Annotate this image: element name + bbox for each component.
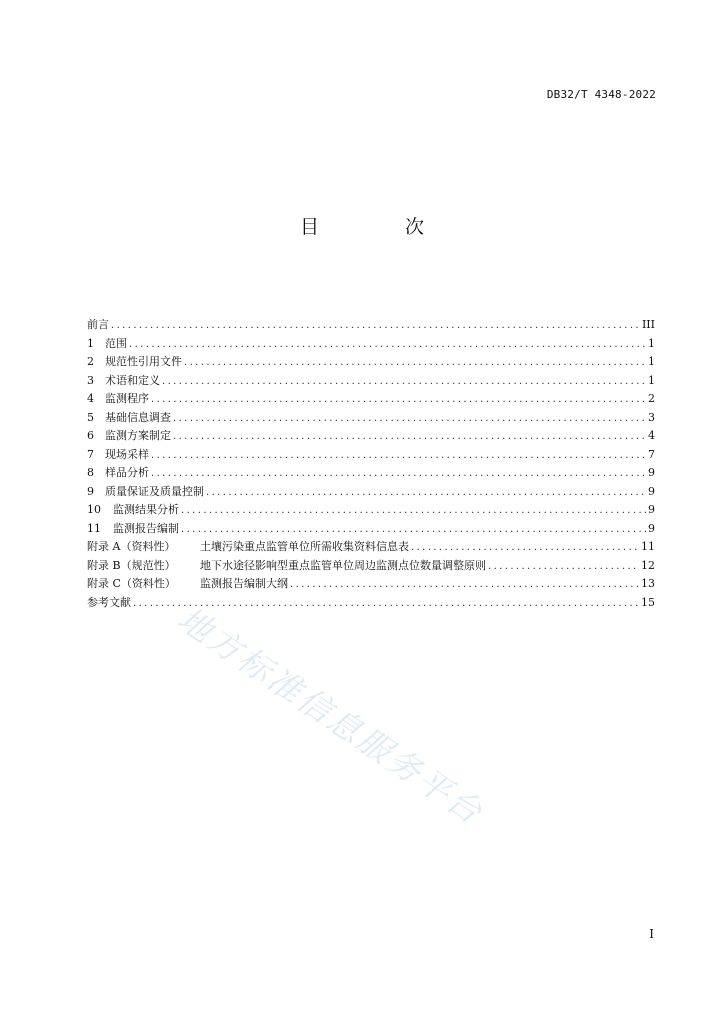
toc-entry-label: 基础信息调查 [105, 410, 171, 424]
table-of-contents [87, 316, 655, 612]
toc-entry-page: III [641, 318, 655, 331]
toc-entry-page: 7 [648, 447, 655, 461]
watermark: 地方标准信息服务平台 [170, 598, 492, 833]
toc-entry-number: 8 [87, 466, 94, 479]
toc-entry-8[interactable] [87, 464, 655, 483]
toc-entry-number: 3 [87, 373, 94, 387]
toc-entry-label: 质量保证及质量控制 [105, 484, 204, 498]
toc-entry-label: 现场采样 [105, 447, 149, 461]
toc-entry-label: 前言 [87, 318, 109, 331]
toc-entry-page: 11 [641, 540, 655, 553]
toc-entry-foreword[interactable] [87, 316, 655, 335]
toc-entry-10[interactable] [87, 501, 655, 520]
toc-entry-appendix-a[interactable] [87, 538, 655, 557]
toc-entry-label: 术语和定义 [105, 373, 160, 387]
toc-entry-label: 样品分析 [105, 466, 149, 479]
toc-entry-number: 附录 C（资料性） [87, 577, 176, 590]
toc-entry-page: 1 [648, 373, 655, 387]
toc-entry-4[interactable] [87, 390, 655, 409]
toc-entry-1[interactable] [87, 335, 655, 354]
toc-entry-label: 监测报告编制 [113, 521, 179, 535]
toc-entry-page: 4 [648, 429, 655, 442]
toc-entry-appendix-b[interactable] [87, 557, 655, 576]
toc-leader-dots [181, 502, 646, 521]
toc-entry-references[interactable] [87, 594, 655, 613]
toc-leader-dots [133, 595, 639, 614]
toc-leader-dots [184, 354, 646, 373]
page-number: I [649, 927, 654, 941]
toc-entry-3[interactable] [87, 372, 655, 391]
toc-leader-dots [173, 428, 646, 447]
toc-leader-dots [162, 373, 646, 392]
toc-leader-dots [206, 484, 646, 503]
toc-leader-dots [151, 465, 646, 484]
toc-entry-number: 附录 B（规范性） [87, 558, 176, 572]
toc-leader-dots [111, 317, 640, 336]
toc-entry-page: 9 [648, 503, 655, 516]
toc-entry-page: 9 [648, 521, 655, 535]
toc-entry-label: 地下水途径影响型重点监管单位周边监测点位数量调整原则 [200, 558, 486, 572]
toc-entry-page: 13 [641, 577, 655, 590]
toc-entry-number: 10 [87, 503, 101, 516]
toc-entry-number: 6 [87, 429, 94, 442]
toc-entry-number: 1 [87, 336, 94, 350]
toc-leader-dots [129, 336, 646, 355]
page-title: 目 次 [299, 216, 465, 238]
toc-leader-dots [181, 521, 646, 540]
toc-entry-9[interactable] [87, 483, 655, 502]
toc-leader-dots [151, 391, 646, 410]
toc-entry-label: 参考文献 [87, 595, 131, 609]
toc-entry-number: 附录 A（资料性） [87, 540, 176, 553]
toc-entry-5[interactable] [87, 409, 655, 428]
toc-entry-page: 12 [641, 558, 655, 572]
toc-entry-page: 1 [648, 355, 655, 368]
toc-entry-label: 监测方案制定 [105, 429, 171, 442]
toc-entry-number: 2 [87, 355, 94, 368]
toc-entry-label: 范围 [105, 336, 127, 350]
toc-entry-2[interactable] [87, 353, 655, 372]
toc-entry-page: 9 [648, 484, 655, 498]
toc-entry-label: 监测结果分析 [113, 503, 179, 516]
toc-leader-dots [151, 447, 646, 466]
toc-entry-number: 4 [87, 392, 94, 405]
toc-entry-page: 15 [641, 595, 655, 609]
toc-entry-page: 3 [648, 410, 655, 424]
toc-entry-label: 土壤污染重点监管单位所需收集资料信息表 [200, 540, 409, 553]
toc-entry-7[interactable] [87, 446, 655, 465]
toc-entry-number: 11 [87, 521, 101, 535]
toc-leader-dots [411, 539, 639, 558]
toc-entry-number: 9 [87, 484, 94, 498]
toc-entry-label: 监测报告编制大纲 [200, 577, 288, 590]
toc-entry-label: 规范性引用文件 [105, 355, 182, 368]
toc-leader-dots [488, 558, 639, 577]
document-code: DB32/T 4348-2022 [546, 88, 656, 101]
toc-entry-page: 1 [648, 336, 655, 350]
toc-leader-dots [173, 410, 646, 429]
toc-entry-number: 5 [87, 410, 94, 424]
toc-entry-number: 7 [87, 447, 94, 461]
toc-entry-page: 2 [648, 392, 655, 405]
toc-entry-label: 监测程序 [105, 392, 149, 405]
toc-entry-6[interactable] [87, 427, 655, 446]
toc-leader-dots [290, 576, 639, 595]
toc-entry-appendix-c[interactable] [87, 575, 655, 594]
toc-entry-11[interactable] [87, 520, 655, 539]
toc-entry-page: 9 [648, 466, 655, 479]
